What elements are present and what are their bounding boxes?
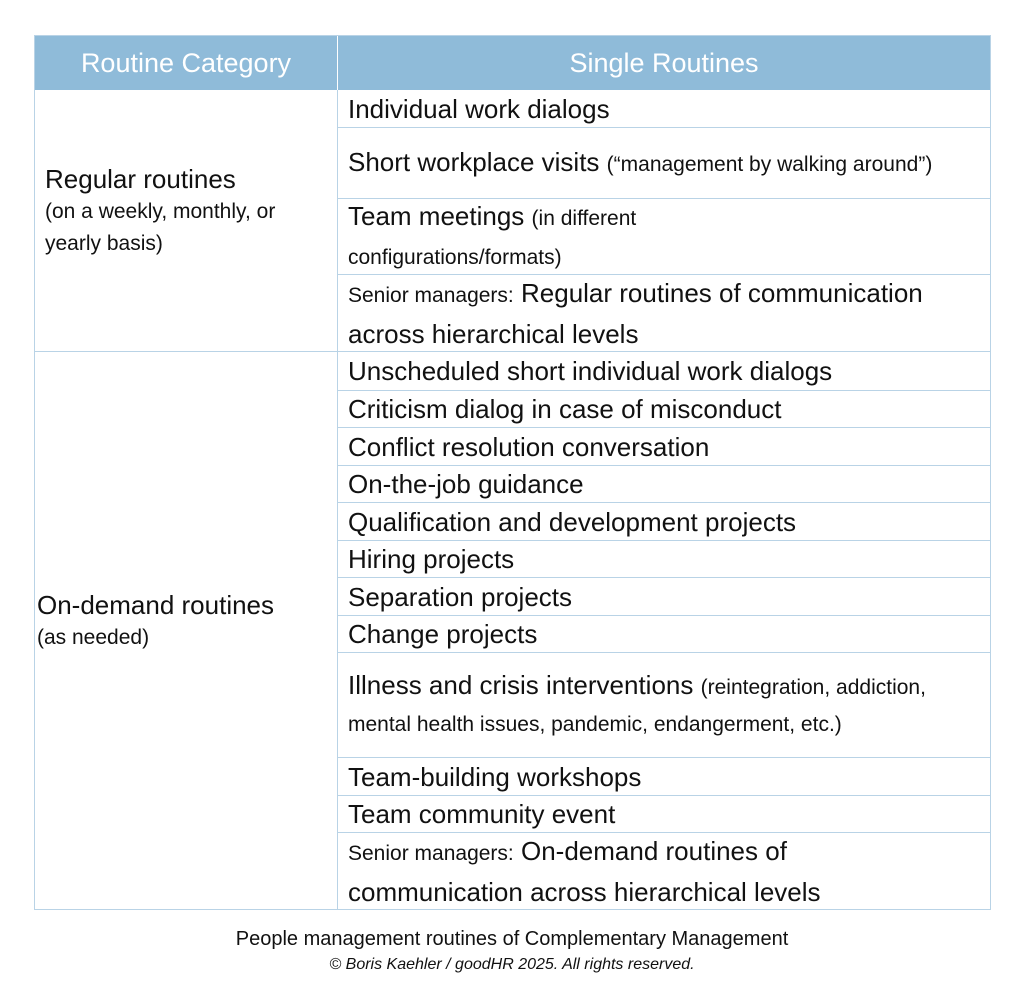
routine-row (338, 615, 990, 652)
routine-main: Separation projects (348, 581, 573, 612)
copyright-notice: © Boris Kaehler / goodHR 2025. All rights reserved. (329, 956, 695, 973)
routine-main: Criticism dialog in case of misconduct (348, 394, 782, 424)
routine-row (338, 832, 990, 909)
header-single-routines: Single Routines (569, 47, 759, 78)
routine-row (338, 198, 990, 274)
routine-row (338, 465, 990, 502)
routine-main: Conflict resolution conversation (348, 431, 710, 462)
routine-row (338, 540, 990, 577)
routine-main: Team community event (348, 799, 616, 829)
category-title: Regular routines (45, 163, 236, 194)
routine-prefix: Senior managers: (348, 841, 514, 865)
category-note: (on a weekly, monthly, or yearly basis) (45, 199, 276, 255)
routine-note: (reintegration, addiction, mental health issues, pandemic, endangerment, etc.) (348, 676, 926, 736)
routine-main: On-the-job guidance (348, 469, 584, 499)
routine-row (338, 502, 990, 540)
routines-table (34, 35, 991, 910)
routine-row (338, 757, 990, 795)
routine-row (338, 577, 990, 615)
header-routine-category: Routine Category (35, 36, 338, 90)
routine-main: Unscheduled short individual work dialogs (348, 356, 833, 386)
routine-main: Short workplace visits (348, 146, 600, 177)
routine-row (338, 652, 990, 757)
routine-row (338, 127, 990, 198)
routine-row (338, 390, 990, 427)
routine-row (338, 427, 990, 465)
section-on-demand-routines (35, 351, 990, 909)
routine-row (338, 795, 990, 832)
routine-main: Individual work dialogs (348, 93, 610, 124)
routine-main: Change projects (348, 619, 538, 649)
routine-row (338, 90, 990, 127)
routine-row (338, 274, 990, 351)
routine-main: Team meetings (348, 200, 525, 231)
section-regular-routines (35, 90, 990, 351)
routine-list (338, 352, 990, 909)
routine-prefix: Senior managers: (348, 283, 514, 307)
routine-main: Illness and crisis interventions (348, 670, 694, 700)
routine-main: Hiring projects (348, 544, 515, 574)
routine-main: On-demand routines of communication across hierarchical levels (348, 835, 821, 907)
category-cell (35, 90, 338, 351)
routine-list (338, 90, 990, 351)
routine-main: Qualification and development projects (348, 506, 797, 537)
category-cell (35, 352, 338, 909)
routine-note: (“management by walking around”) (606, 152, 933, 176)
routine-main: Team-building workshops (348, 761, 642, 792)
routine-main: Regular routines of communication across hierarchical levels (348, 277, 923, 349)
category-title: On-demand routines (37, 589, 275, 620)
routine-row (338, 352, 990, 390)
category-note: (as needed) (37, 625, 150, 649)
routine-note: (in different configurations/formats) (348, 206, 637, 269)
table-header (35, 36, 990, 90)
figure-caption: People management routines of Complementary Management (235, 928, 789, 950)
